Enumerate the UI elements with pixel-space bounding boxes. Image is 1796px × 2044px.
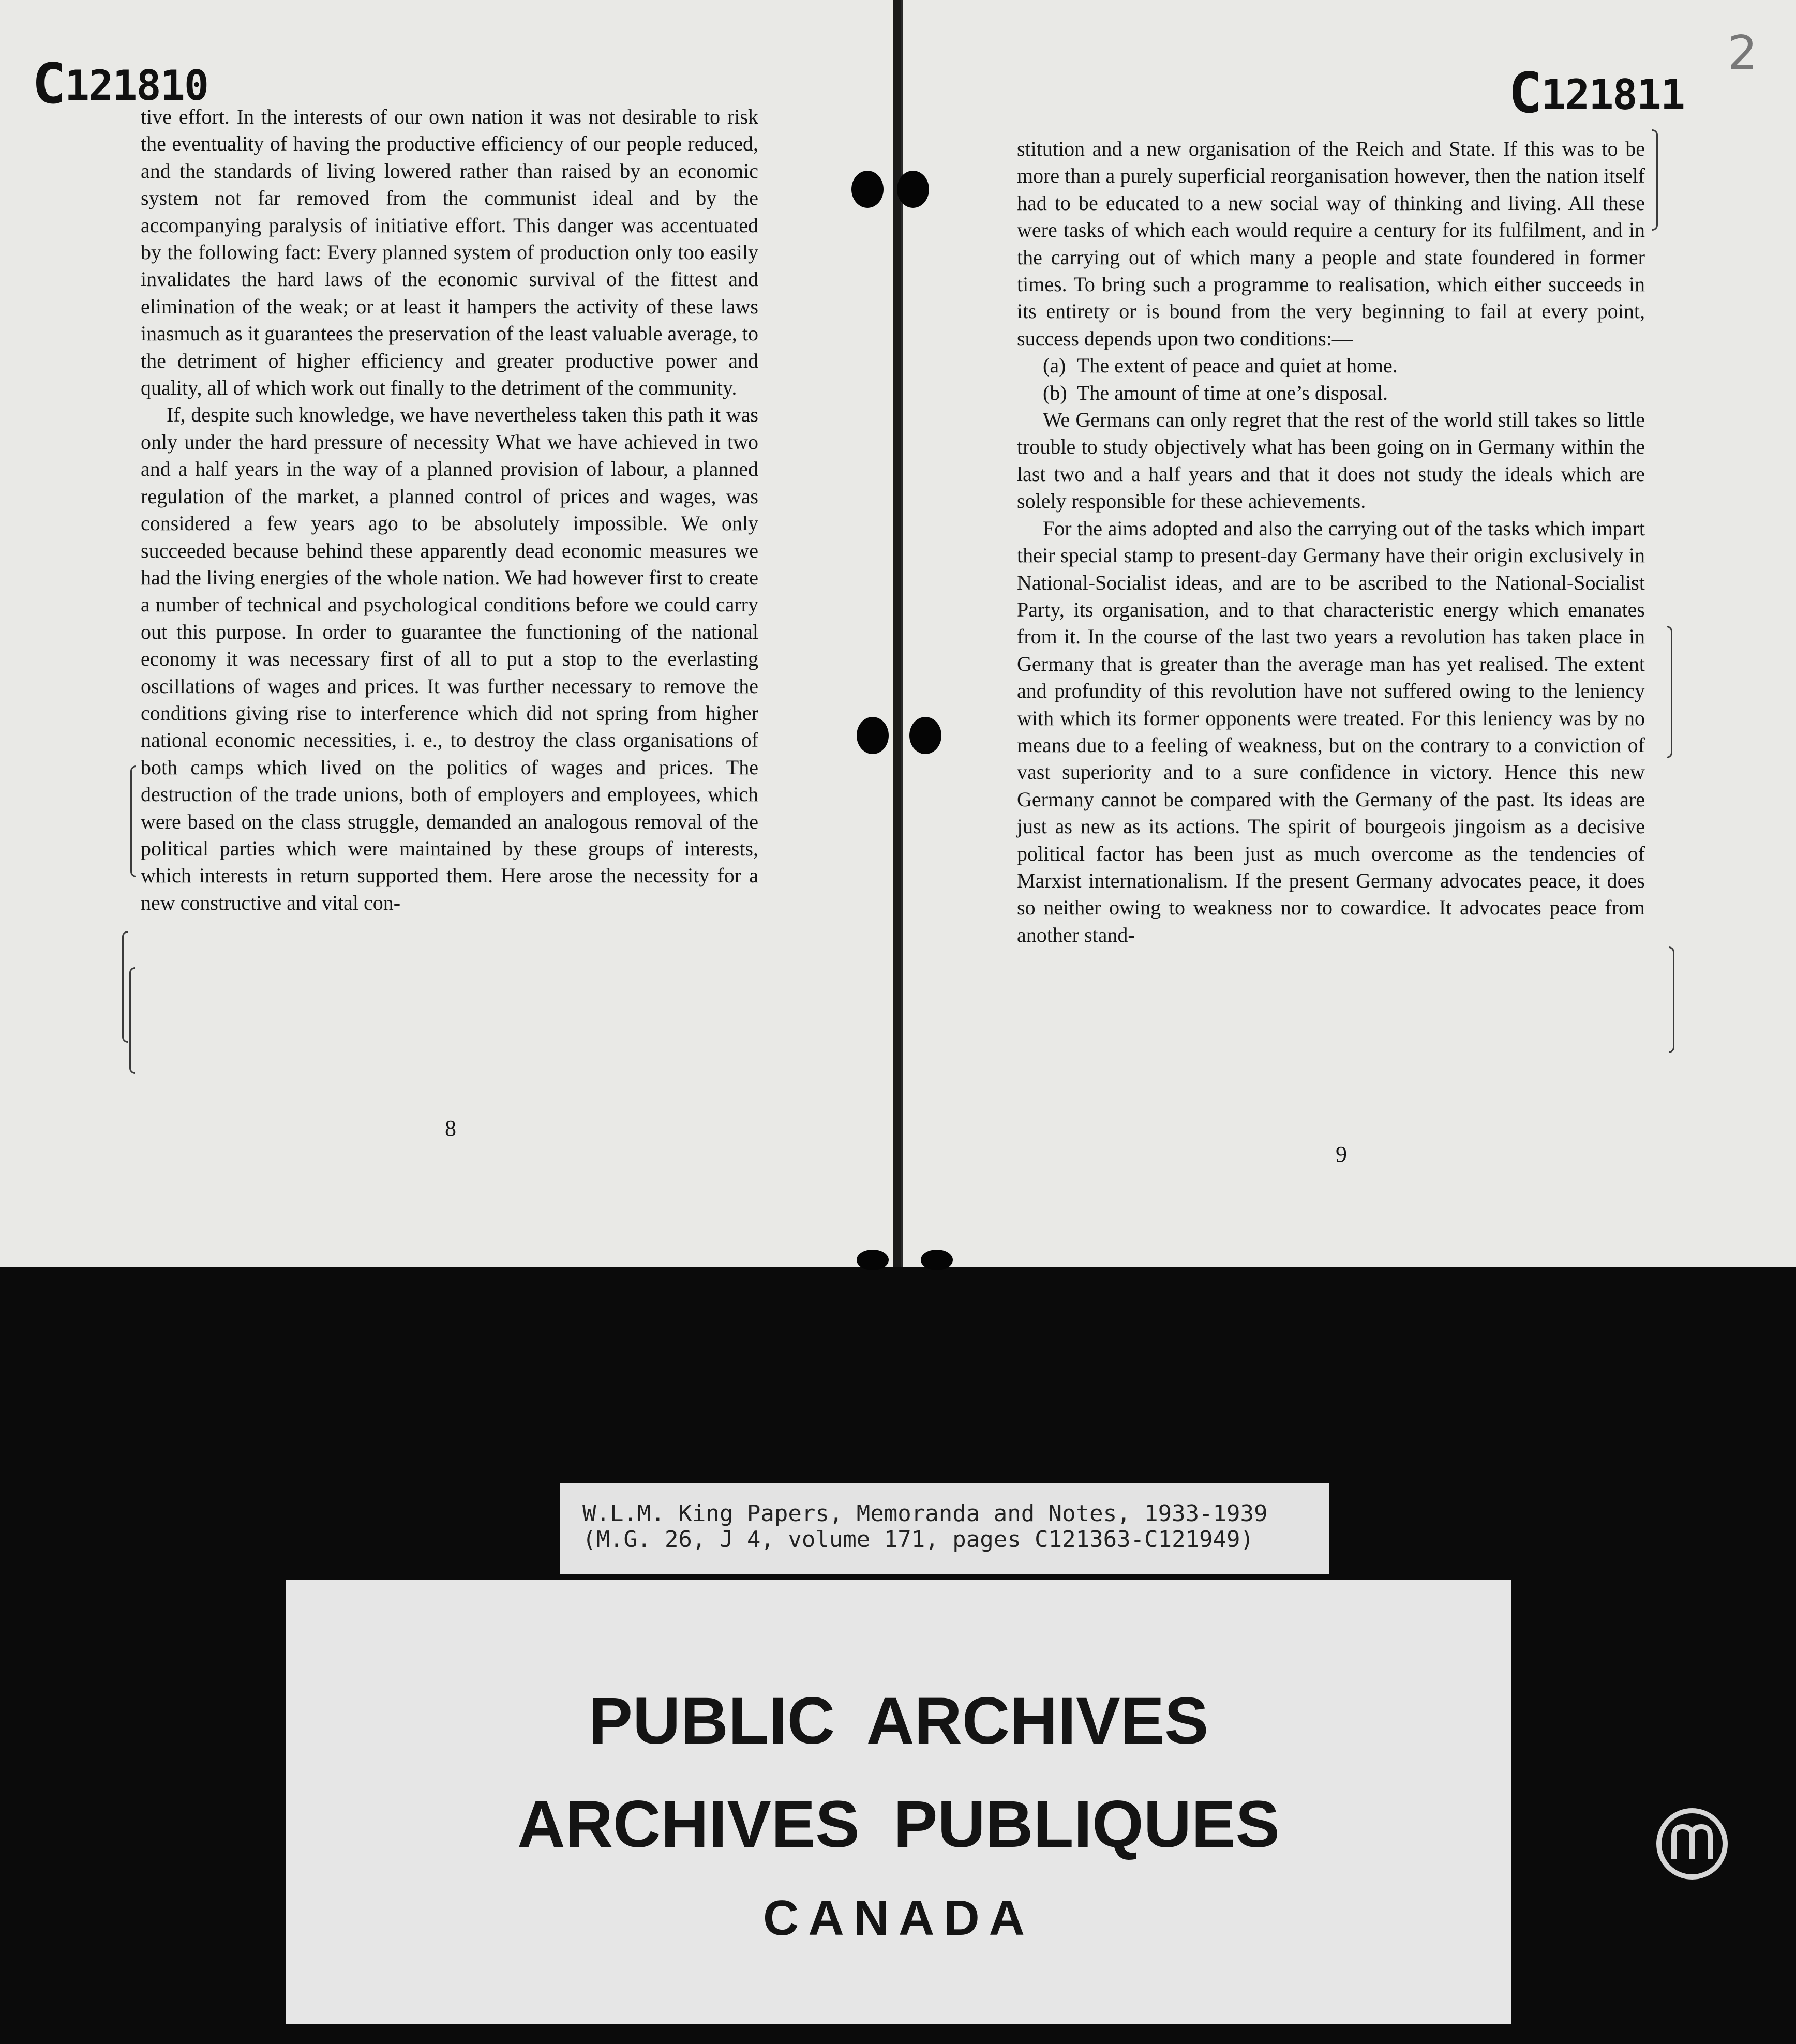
right-margin-line-3 bbox=[1669, 946, 1674, 1053]
left-paragraph-2: If, despite such knowledge, we have nevertheless taken this path it was only under the hard pressure of necessity What we have achieved in two and a half years in the way of a planned provision of labour, a planned regulation of the market, a planned control of prices and wages, was considered a few years ago to be absolutely impossible. We only succeeded because behind these apparently dead economic measures we had the living energies of the whole nation. We had however first to create a number of technical and psychological conditions before we could carry out this purpose. In order to guarantee the functioning of the national economy it was necessary first of all to put a stop to the everlasting oscillations of wages and prices. It was further necessary to remove the conditions giving rise to interference which did not spring from higher national economic necessities, i. e., to destroy the class organisations of both camps which lived on the politics of wages and prices. The destruction of the trade unions, both of employers and employees, which were based on the class struggle, demanded an analogous removal of the political parties which were maintained by these groups of interests, which interests in return supported them. Here arose the necessity for a new constructive and vital con- bbox=[141, 403, 758, 914]
condition-a bbox=[1017, 352, 1645, 379]
binding-hole bbox=[909, 717, 941, 754]
binding-hole bbox=[857, 717, 889, 754]
right-control-number-text: 121811 bbox=[1541, 71, 1685, 119]
right-paragraph-2: We Germans can only regret that the rest of the world still takes so little trouble to study objectively what has been going on in Germany within the last two and a half years and that it does not study the ideals which are solely responsible for these achievements. bbox=[1017, 408, 1645, 513]
right-paragraph-1: stitution and a new organisation of the Reich and State. If this was to be more than a purely superficial reorganisation however, then the nation itself had to be educated to a new social way of thinking and living. All these were tasks of which each would require a century for its fulfilment, and in the carrying out of which many a people and state foundered in former times. To bring such a programme to realisation, which either succeeds in its entirety or is bound from the very beginning to fail at every point, success depends upon two conditions:— bbox=[1017, 137, 1645, 350]
source-citation-line-1: W.L.M. King Papers, Memoranda and Notes, 1933-1939 bbox=[582, 1500, 1268, 1527]
left-margin-line-2 bbox=[122, 931, 128, 1043]
left-document-page bbox=[0, 0, 895, 1267]
right-paragraph-3: For the aims adopted and also the carrying out of the tasks which impart their special stamp to present-day Germany have their origin exclusively in National-Socialist ideas, and are to be ascribed to the National-Socialist Party, its organisation, and to that characteristic energy which emanates from it. In the course of the last two years a revolution has taken place in Germany that is greater than the average man has yet realised. The extent and profundity of this revolution have not suffered owing to the leniency with which its former opponents were treated. For this leniency was by no means due to a feeling of weakness, but on the contrary to a conviction of vast superiority and to a sure confidence in victory. Hence this new Germany cannot be compared with the Germany of the past. Its ideas are just as new as its actions. The spirit of bourgeois jingoism as a decisive political factor has been just as much overcome as the tendencies of Marxist internationalism. If the present Germany advocates peace, it does so neither owing to weakness nor to cowardice. It advocates peace from another stand- bbox=[1017, 516, 1645, 946]
source-citation-label bbox=[560, 1483, 1329, 1574]
control-prefix-icon: C bbox=[1508, 61, 1541, 126]
right-document-page bbox=[901, 0, 1796, 1267]
right-control-number bbox=[1508, 61, 1684, 126]
right-margin-line-1 bbox=[1652, 129, 1658, 231]
left-margin-line-3 bbox=[129, 967, 135, 1074]
right-page-body bbox=[1017, 136, 1645, 949]
binding-hole bbox=[921, 1250, 953, 1270]
condition-b bbox=[1017, 380, 1645, 407]
binding-hole bbox=[851, 171, 884, 208]
left-control-number-text: 121810 bbox=[65, 62, 208, 110]
condition-a-text: The extent of peace and quiet at home. bbox=[1077, 354, 1398, 378]
right-margin-line-2 bbox=[1667, 626, 1672, 758]
left-page-body bbox=[141, 103, 758, 916]
condition-b-marker: (b) bbox=[1043, 381, 1067, 404]
archives-card-line-1: PUBLIC ARCHIVES bbox=[588, 1684, 1209, 1758]
binding-hole bbox=[857, 1250, 889, 1270]
microfilm-logo-icon bbox=[1653, 1805, 1731, 1883]
archives-card-line-3: CANADA bbox=[763, 1890, 1034, 1946]
source-citation-line-2: (M.G. 26, J 4, volume 171, pages C121363-C121949) bbox=[582, 1526, 1254, 1553]
condition-a-marker: (a) bbox=[1043, 354, 1066, 378]
binding-hole bbox=[897, 171, 929, 208]
left-paragraph-1: tive effort. In the interests of our own nation it was not desirable to risk the eventuality of having the productive efficiency of our people reduced, and the standards of living lowered rather than raised by an economic system not far removed from the communist ideal and by the accompanying paralysis of initiative effort. This danger was accentuated by the following fact: Every planned system of production only too easily invalidates the hard laws of the economic survival of the fittest and elimination of the weak; or at least it hampers the activity of these laws inasmuch as it guarantees the preservation of the least valuable average, to the detriment of higher efficiency and greater productive power and quality, all of which work out finally to the detriment of the community. bbox=[141, 105, 758, 400]
right-corner-mark: 2 bbox=[1728, 26, 1758, 80]
public-archives-card bbox=[286, 1580, 1511, 2024]
right-page-number: 9 bbox=[1336, 1141, 1347, 1167]
left-page-number: 8 bbox=[445, 1116, 456, 1141]
left-margin-line-1 bbox=[130, 765, 136, 877]
condition-b-text: The amount of time at one’s disposal. bbox=[1077, 381, 1388, 404]
archives-card-line-2: ARCHIVES PUBLIQUES bbox=[517, 1787, 1280, 1861]
control-prefix-icon: C bbox=[32, 52, 65, 116]
